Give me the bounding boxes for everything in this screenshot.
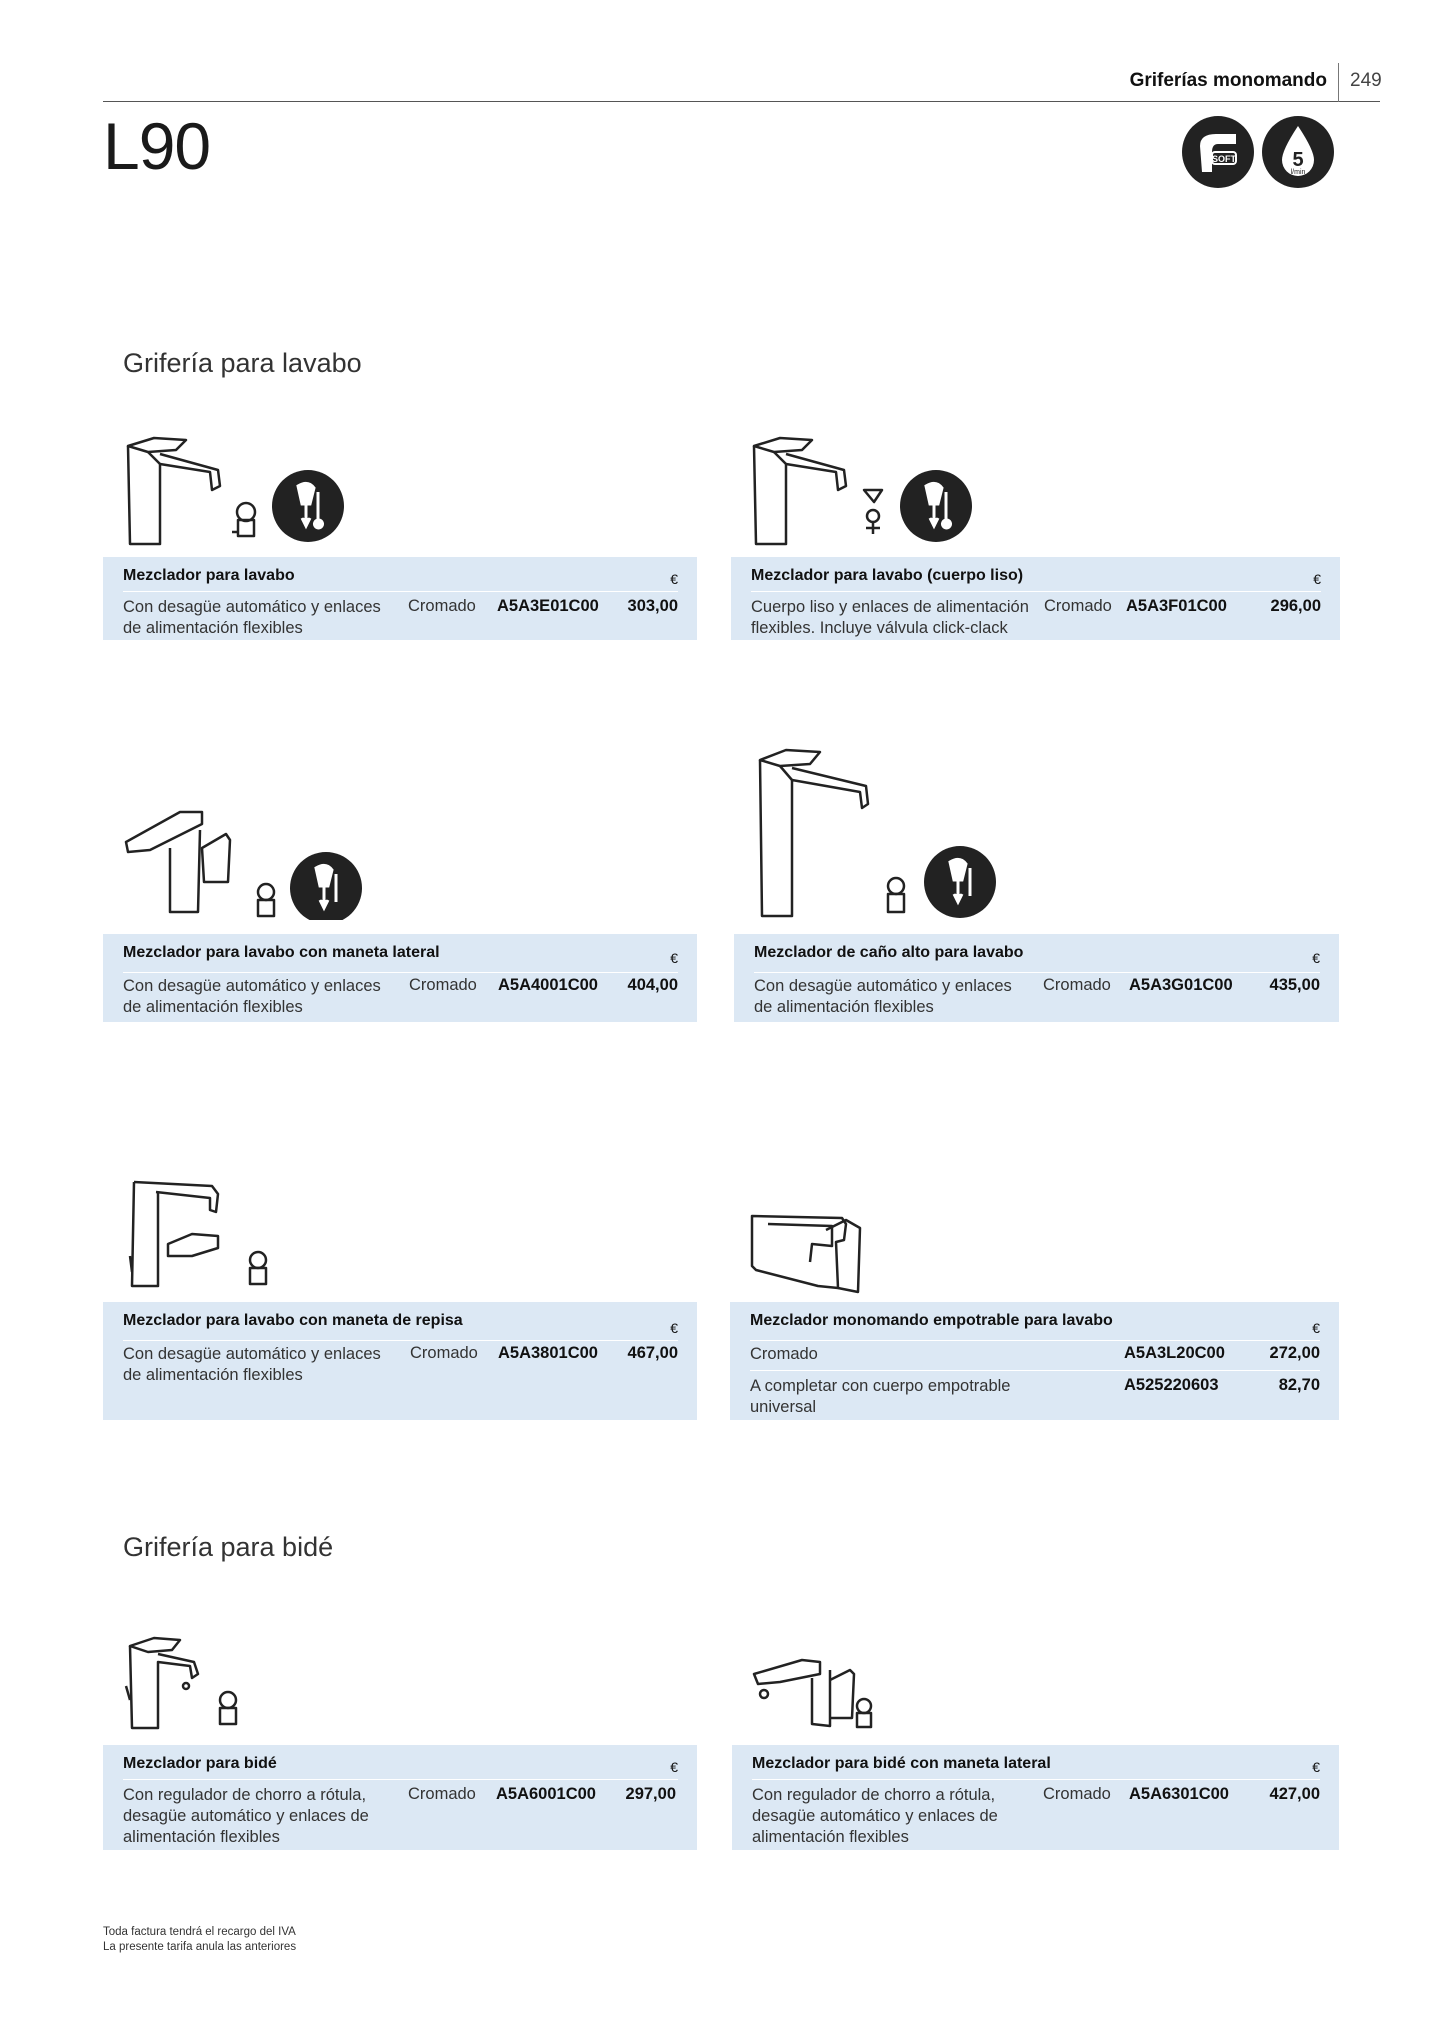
product-finish: Cromado (1043, 1785, 1111, 1803)
product-card (103, 1302, 697, 1420)
header-separator (1338, 63, 1339, 102)
product-image-mezclador-lavabo (118, 432, 348, 548)
product-finish: Cromado (1044, 597, 1112, 615)
divider (754, 972, 1320, 973)
product-card (734, 934, 1339, 1022)
flow-5-lmin-icon (1262, 116, 1334, 188)
feature-badges (1182, 116, 1334, 188)
divider (123, 591, 678, 592)
product-row-description: A completar con cuerpo empotrable universal (750, 1377, 1011, 1416)
product-image-mezclador-maneta-lateral (120, 800, 370, 920)
currency-label: € (1312, 1759, 1320, 1775)
product-code: A5A3E01C00 (497, 597, 599, 615)
divider (751, 591, 1321, 592)
header-rule (103, 101, 1380, 102)
product-finish: Cromado (408, 597, 476, 615)
section-title-lavabo: Grifería para lavabo (123, 348, 362, 378)
product-price: 296,00 (1270, 597, 1321, 615)
product-name: Mezclador de caño alto para lavabo (754, 944, 1024, 961)
currency-label: € (1312, 950, 1320, 966)
product-finish: Cromado (409, 976, 477, 994)
footer-line-2: La presente tarifa anula las anteriores (103, 1941, 297, 1953)
product-finish: Cromado (410, 1344, 478, 1362)
product-finish: Cromado (408, 1785, 476, 1803)
product-name: Mezclador monomando empotrable para lavabo (750, 1312, 1113, 1329)
divider (123, 972, 678, 973)
product-description: Con desagüe automático y enlaces de alimentación flexibles (754, 977, 1012, 1016)
currency-label: € (670, 1320, 678, 1336)
product-code: A5A4001C00 (498, 976, 598, 994)
product-card (103, 1745, 697, 1850)
product-price: 427,00 (1269, 1785, 1320, 1803)
divider (123, 1340, 678, 1341)
currency-label: € (1313, 571, 1321, 587)
flow-value: 5 (1292, 149, 1304, 171)
product-name: Mezclador para lavabo (cuerpo liso) (751, 567, 1024, 584)
product-image-mezclador-bide (120, 1634, 250, 1734)
product-image-mezclador-maneta-repisa (122, 1176, 282, 1292)
product-code: A5A6001C00 (496, 1785, 596, 1803)
currency-label: € (670, 950, 678, 966)
product-image-mezclador-lavabo-cuerpo-liso (744, 432, 974, 548)
product-card (731, 557, 1340, 640)
product-image-mezclador-bide-maneta-lateral (750, 1652, 880, 1736)
product-card (732, 1745, 1339, 1850)
product-image-mezclador-cano-alto (750, 746, 1000, 922)
divider (750, 1340, 1320, 1341)
flow-unit: l/min (1290, 169, 1306, 176)
product-description: Con desagüe automático y enlaces de alimentación flexibles (123, 598, 381, 637)
product-description: Cuerpo liso y enlaces de alimentación flexibles. Incluye válvula click-clack (751, 598, 1029, 637)
product-name: Mezclador para lavabo con maneta lateral (123, 944, 440, 961)
footer-line-1: Toda factura tendrá el recargo del IVA (103, 1926, 296, 1938)
product-price: 404,00 (627, 976, 678, 994)
product-finish: Cromado (1043, 976, 1111, 994)
product-price: 303,00 (627, 597, 678, 615)
product-card (730, 1302, 1339, 1420)
currency-label: € (670, 571, 678, 587)
product-image-mezclador-empotrable (748, 1202, 872, 1296)
product-price: 82,70 (1278, 1376, 1320, 1394)
product-name: Mezclador para bidé (123, 1755, 277, 1772)
product-description: Con regulador de chorro a rótula, desagüe automático y enlaces de alimentación flexibles (752, 1786, 998, 1846)
product-price: 435,00 (1269, 976, 1320, 994)
collection-title: L90 (103, 109, 211, 183)
soft-label: SOFT (1212, 154, 1236, 164)
product-name: Mezclador para bidé con maneta lateral (752, 1755, 1051, 1772)
divider (750, 1370, 1320, 1371)
header-section-title: Griferías monomando (1129, 70, 1327, 91)
currency-label: € (1312, 1320, 1320, 1336)
product-description: Con desagüe automático y enlaces de alimentación flexibles (123, 977, 381, 1016)
product-row-finish: Cromado (750, 1345, 818, 1363)
soft-icon (1182, 116, 1254, 188)
product-code: A5A3801C00 (498, 1344, 598, 1362)
product-code: A5A3F01C00 (1126, 597, 1227, 615)
product-name: Mezclador para lavabo (123, 567, 295, 584)
product-code: A5A3L20C00 (1124, 1344, 1225, 1362)
product-code: A5A3G01C00 (1129, 976, 1233, 994)
currency-label: € (670, 1759, 678, 1775)
product-price: 297,00 (625, 1785, 676, 1803)
footer-notes (103, 1925, 296, 1955)
divider (123, 1779, 678, 1780)
product-card (103, 934, 697, 1022)
product-card (103, 557, 697, 640)
divider (752, 1779, 1320, 1780)
page-number: 249 (1350, 70, 1382, 91)
product-name: Mezclador para lavabo con maneta de repisa (123, 1312, 463, 1329)
product-code: A525220603 (1124, 1376, 1219, 1394)
product-price: 272,00 (1269, 1344, 1320, 1362)
product-price: 467,00 (627, 1344, 678, 1362)
product-code: A5A6301C00 (1129, 1785, 1229, 1803)
section-title-bide: Grifería para bidé (123, 1532, 334, 1562)
product-description: Con regulador de chorro a rótula, desagüe automático y enlaces de alimentación flexibles (123, 1786, 369, 1846)
product-description: Con desagüe automático y enlaces de alimentación flexibles (123, 1345, 381, 1384)
